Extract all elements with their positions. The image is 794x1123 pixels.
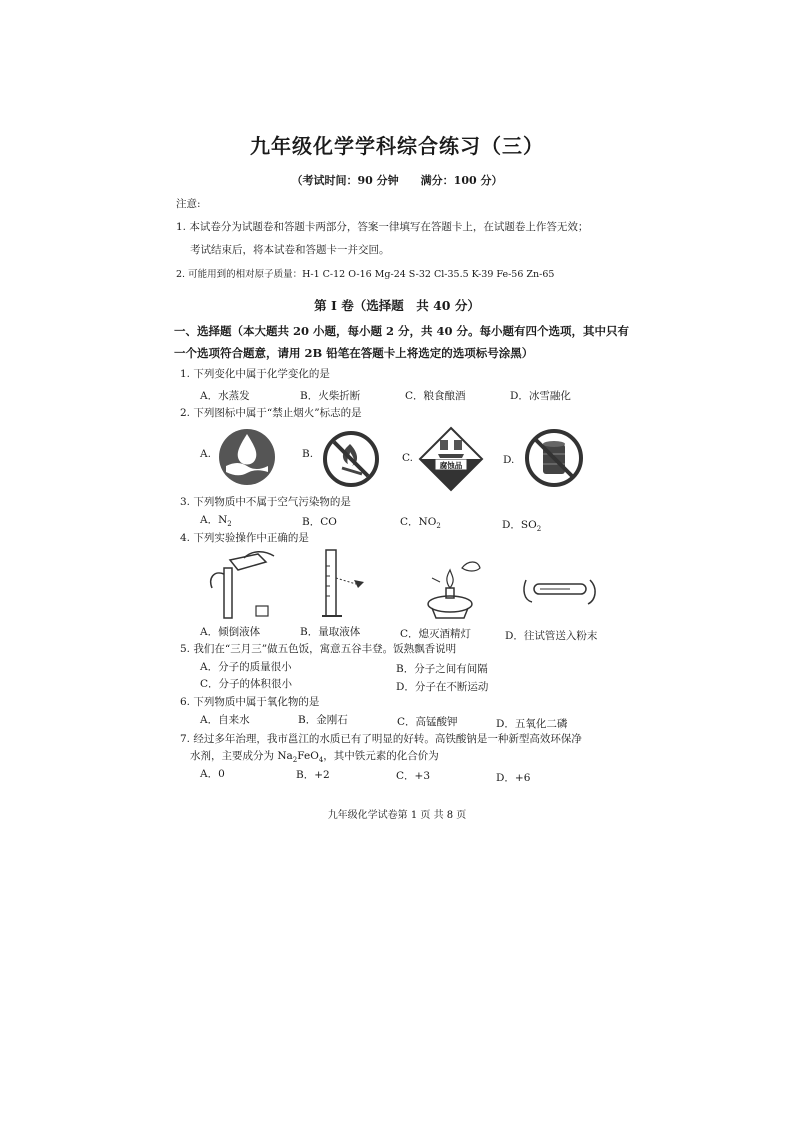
- q7-stem-prefix: 水剂，主要成分为 Na: [190, 750, 293, 762]
- q4-stem: 4. 下列实验操作中正确的是: [180, 532, 309, 544]
- q3-option-c-sub: 2: [436, 522, 441, 531]
- notice-item-1-line-1: 1. 本试卷分为试题卷和答题卡两部分，答案一律填写在答题卡上，在试题卷上作答无效；: [176, 221, 589, 233]
- section-title: 第 I 卷（选择题 共 40 分）: [314, 298, 480, 313]
- q5-stem: 5. 我们在“三月三”做五色饭，寓意五谷丰登。饭熟飘香说明: [180, 643, 457, 655]
- test-tube-powder-illustration: [520, 566, 600, 616]
- q6-option-b: B．金刚石: [298, 714, 348, 726]
- q7-sub-1: 2: [292, 756, 298, 765]
- page-footer: 九年级化学试卷第 1 页 共 8 页: [327, 810, 467, 821]
- exam-info: （考试时间：90 分钟 满分：100 分）: [291, 174, 503, 187]
- q7-option-b: B．+2: [296, 769, 330, 781]
- q3-option-a-text: A．N: [200, 514, 228, 526]
- q4-option-b: B．量取液体: [300, 626, 361, 638]
- q3-option-a-sub: 2: [227, 520, 232, 529]
- q3-option-d: [502, 517, 541, 533]
- no-barrel-sign-icon: [524, 428, 584, 488]
- q3-option-b: B．CO: [302, 516, 337, 528]
- q3-option-c: [400, 514, 441, 530]
- notice-heading: 注意:: [176, 198, 201, 210]
- part-instruction: 一、选择题（本大题共 20 小题，每小题 2 分，共 40 分。每小题有四个选项，其中只有一个选项符合题意，请用 2B 铅笔在答题卡上将选定的选项标号涂黑）: [174, 324, 630, 360]
- q7-sub-2: 4: [318, 756, 324, 765]
- q7-stem-line-2: [190, 748, 439, 764]
- q3-option-c-text: C．NO: [400, 516, 437, 528]
- q1-option-c: C．粮食酿酒: [405, 390, 466, 402]
- q6-option-d: D．五氧化二磷: [496, 718, 568, 730]
- q7-stem-line-1: 7. 经过多年治理，我市邕江的水质已有了明显的好转。高铁酸钠是一种新型高效环保净: [180, 733, 582, 745]
- q1-stem: 1. 下列变化中属于化学变化的是: [180, 368, 330, 380]
- q1-option-a: A．水蒸发: [200, 390, 250, 402]
- q6-option-a: A．自来水: [200, 714, 250, 726]
- water-saving-sign-icon: [218, 428, 276, 486]
- q2-stem: 2. 下列图标中属于“禁止烟火”标志的是: [180, 407, 362, 419]
- corrosive-label: 腐蚀品: [439, 461, 463, 470]
- q7-option-c: C．+3: [396, 770, 431, 782]
- q5-option-d: D．分子在不断运动: [396, 681, 489, 693]
- q4-option-c: C．熄灭酒精灯: [400, 628, 472, 640]
- q3-option-d-sub: 2: [536, 525, 542, 534]
- corrosive-sign-icon: [418, 426, 484, 492]
- q5-option-c: C．分子的体积很小: [200, 678, 293, 690]
- q3-option-a: [200, 512, 232, 528]
- q1-option-b: B．火柴折断: [300, 390, 361, 402]
- q2-option-d: D.: [503, 454, 515, 466]
- q5-option-a: A．分子的质量很小: [200, 661, 292, 673]
- alcohol-lamp-illustration: [418, 548, 490, 622]
- notice-item-1-line-2: 考试结束后，将本试卷和答题卡一并交回。: [190, 244, 390, 256]
- notice-item-2: 2. 可能用到的相对原子质量：H-1 C-12 O-16 Mg-24 S-32 Cl-35.5 K-39 Fe-56 Zn-65: [176, 269, 555, 280]
- q1-option-d: D．冰雪融化: [510, 390, 571, 402]
- q6-stem: 6. 下列物质中属于氧化物的是: [180, 696, 320, 708]
- no-fire-sign-icon: [322, 430, 380, 488]
- q7-option-a: A．0: [200, 768, 225, 780]
- q2-option-b: B.: [302, 448, 314, 460]
- q5-option-b: B．分子之间有间隔: [396, 663, 488, 675]
- q7-stem-suffix: ，其中铁元素的化合价为: [323, 750, 439, 762]
- q7-stem-mid: FeO: [297, 750, 319, 762]
- q7-option-d: D．+6: [496, 772, 531, 784]
- q3-stem: 3. 下列物质中不属于空气污染物的是: [180, 496, 351, 508]
- q2-option-c: C.: [402, 452, 413, 464]
- q4-option-d: D．往试管送入粉末: [505, 630, 598, 642]
- q2-option-a: A.: [200, 448, 211, 460]
- q6-option-c: C．高锰酸钾: [397, 716, 458, 728]
- exam-title: 九年级化学学科综合练习（三）: [250, 134, 544, 158]
- q4-option-a: A．倾倒液体: [200, 626, 261, 638]
- pouring-liquid-illustration: [204, 548, 284, 620]
- q3-option-d-text: D．SO: [502, 519, 537, 531]
- measuring-cylinder-illustration: [312, 546, 372, 620]
